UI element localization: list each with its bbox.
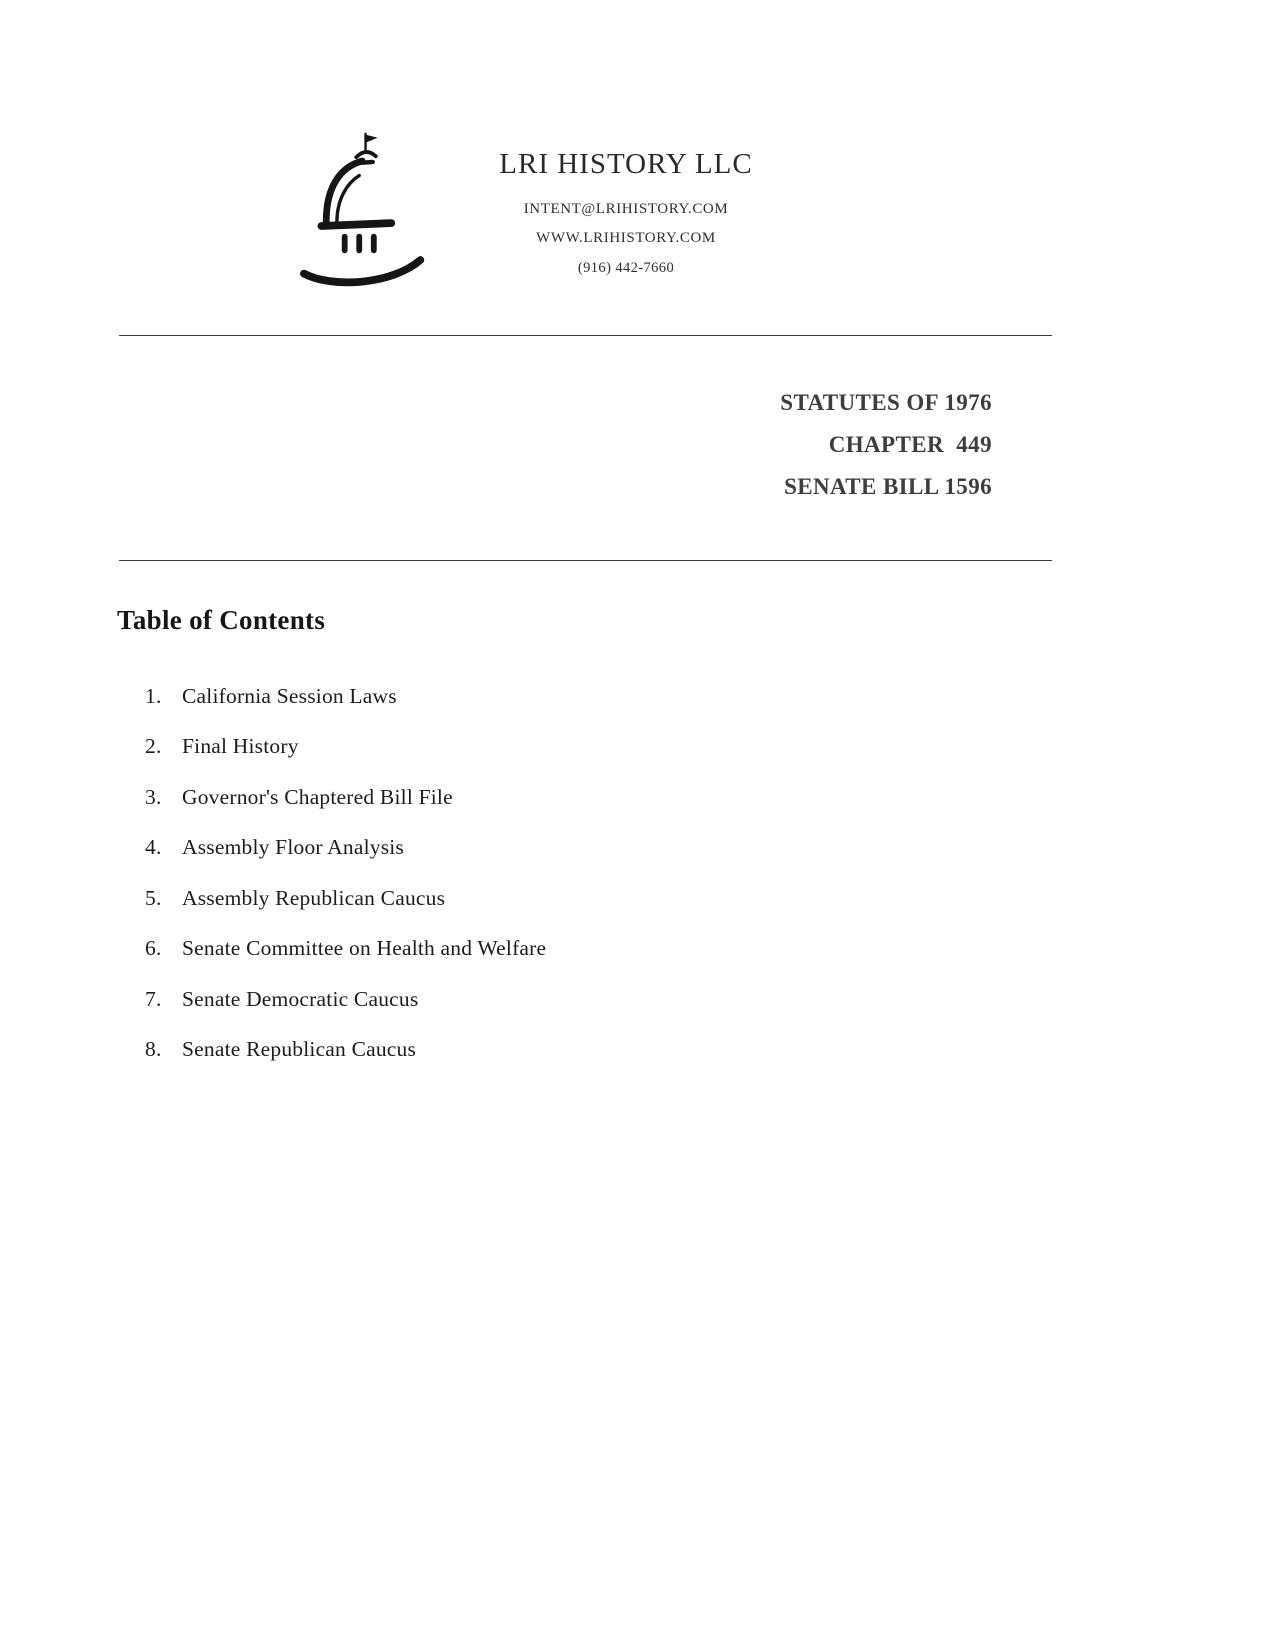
divider-top [119,335,1052,336]
company-email: INTENT@LRIHISTORY.COM [523,201,729,217]
letterhead-text [476,148,776,283]
company-website: WWW.LRIHISTORY.COM [536,230,716,247]
statute-line-chapter: CHAPTER 449 [828,431,992,457]
statute-line-statutes: STATUTES OF 1976 [780,390,992,415]
company-phone: (916) 442-7660 [577,259,675,276]
company-name: LRI HISTORY LLC [499,148,753,180]
divider-bottom [119,560,1052,561]
statute-line-senate-bill: SENATE BILL 1596 [784,473,992,499]
capitol-dome-logo-icon [292,128,442,293]
toc-item: Assembly Republican Caucus [182,885,446,910]
toc-item: California Session Laws [182,683,397,708]
toc-item: Senate Committee on Health and Welfare [182,936,547,961]
toc-item: Governor's Chaptered Bill File [182,784,453,809]
toc-title: Table of Contents [117,604,326,635]
letterhead [292,128,1276,293]
toc-item: Senate Democratic Caucus [182,986,419,1011]
statute-block [0,382,992,508]
toc-item: Assembly Floor Analysis [182,835,405,860]
toc-list [145,684,1276,1063]
toc-item: Senate Republican Caucus [182,1037,417,1062]
toc-item: Final History [182,734,299,759]
